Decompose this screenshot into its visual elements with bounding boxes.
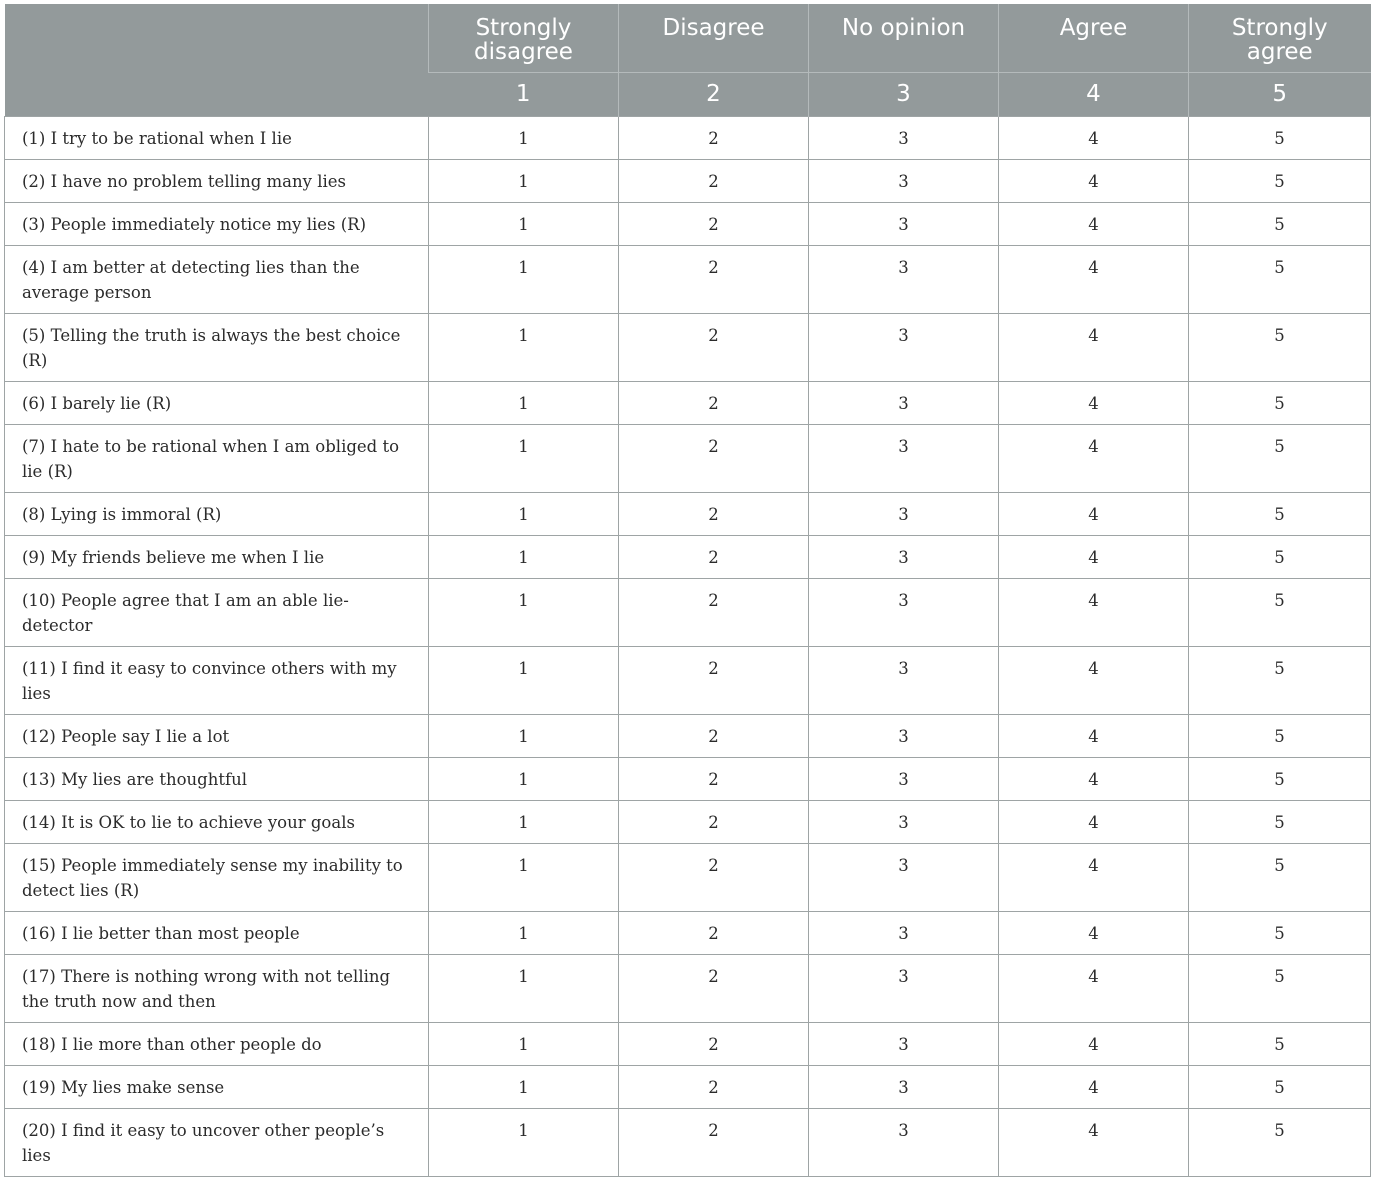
- scale-value-4: 4: [999, 911, 1189, 954]
- item-statement: (4) I am better at detecting lies than the average person: [5, 245, 429, 313]
- header-label-no-opinion: No opinion: [809, 4, 999, 72]
- table-row: [5, 1065, 1371, 1108]
- scale-value-4: 4: [999, 202, 1189, 245]
- table-row: [5, 800, 1371, 843]
- table-body: [5, 116, 1371, 1176]
- scale-value-5: 5: [1189, 757, 1371, 800]
- scale-value-5: 5: [1189, 954, 1371, 1022]
- scale-value-4: 4: [999, 646, 1189, 714]
- scale-value-4: 4: [999, 757, 1189, 800]
- scale-value-1: 1: [429, 646, 619, 714]
- likert-scale-table: [4, 4, 1371, 1177]
- scale-value-1: 1: [429, 116, 619, 159]
- scale-value-1: 1: [429, 492, 619, 535]
- scale-value-3: 3: [809, 578, 999, 646]
- scale-value-5: 5: [1189, 800, 1371, 843]
- scale-value-1: 1: [429, 1022, 619, 1065]
- scale-value-5: 5: [1189, 1022, 1371, 1065]
- scale-value-4: 4: [999, 954, 1189, 1022]
- item-statement: (12) People say I lie a lot: [5, 714, 429, 757]
- table-row: [5, 757, 1371, 800]
- scale-value-2: 2: [619, 381, 809, 424]
- item-statement: (20) I find it easy to uncover other people’s lies: [5, 1108, 429, 1176]
- header-number-2: 2: [619, 72, 809, 116]
- table-row: [5, 535, 1371, 578]
- scale-value-3: 3: [809, 714, 999, 757]
- scale-value-1: 1: [429, 381, 619, 424]
- scale-value-5: 5: [1189, 578, 1371, 646]
- scale-value-3: 3: [809, 159, 999, 202]
- item-statement: (18) I lie more than other people do: [5, 1022, 429, 1065]
- scale-value-5: 5: [1189, 646, 1371, 714]
- scale-value-5: 5: [1189, 381, 1371, 424]
- scale-value-4: 4: [999, 116, 1189, 159]
- scale-value-3: 3: [809, 202, 999, 245]
- scale-value-4: 4: [999, 714, 1189, 757]
- scale-value-5: 5: [1189, 911, 1371, 954]
- scale-value-5: 5: [1189, 159, 1371, 202]
- scale-value-1: 1: [429, 159, 619, 202]
- scale-value-2: 2: [619, 646, 809, 714]
- item-statement: (5) Telling the truth is always the best choice (R): [5, 313, 429, 381]
- item-statement: (17) There is nothing wrong with not telling the truth now and then: [5, 954, 429, 1022]
- scale-value-5: 5: [1189, 714, 1371, 757]
- table-header: [5, 4, 1371, 116]
- table-row: [5, 424, 1371, 492]
- item-statement: (15) People immediately sense my inability to detect lies (R): [5, 843, 429, 911]
- scale-value-2: 2: [619, 1108, 809, 1176]
- table-row: [5, 843, 1371, 911]
- scale-value-1: 1: [429, 1108, 619, 1176]
- scale-value-1: 1: [429, 757, 619, 800]
- item-statement: (9) My friends believe me when I lie: [5, 535, 429, 578]
- scale-value-4: 4: [999, 381, 1189, 424]
- scale-value-2: 2: [619, 116, 809, 159]
- scale-value-5: 5: [1189, 116, 1371, 159]
- item-statement: (8) Lying is immoral (R): [5, 492, 429, 535]
- scale-value-1: 1: [429, 202, 619, 245]
- scale-value-1: 1: [429, 843, 619, 911]
- table-row: [5, 202, 1371, 245]
- scale-value-1: 1: [429, 911, 619, 954]
- scale-value-1: 1: [429, 535, 619, 578]
- scale-value-2: 2: [619, 245, 809, 313]
- scale-value-3: 3: [809, 911, 999, 954]
- scale-value-5: 5: [1189, 535, 1371, 578]
- scale-value-2: 2: [619, 535, 809, 578]
- scale-value-3: 3: [809, 800, 999, 843]
- item-statement: (19) My lies make sense: [5, 1065, 429, 1108]
- scale-value-4: 4: [999, 492, 1189, 535]
- header-corner: [5, 4, 429, 116]
- item-statement: (11) I find it easy to convince others with my lies: [5, 646, 429, 714]
- table-row: [5, 116, 1371, 159]
- scale-value-3: 3: [809, 313, 999, 381]
- table-row: [5, 313, 1371, 381]
- header-label-agree: Agree: [999, 4, 1189, 72]
- scale-value-3: 3: [809, 245, 999, 313]
- scale-value-3: 3: [809, 116, 999, 159]
- scale-value-4: 4: [999, 424, 1189, 492]
- scale-value-2: 2: [619, 714, 809, 757]
- scale-value-2: 2: [619, 1065, 809, 1108]
- scale-value-5: 5: [1189, 313, 1371, 381]
- table-row: [5, 381, 1371, 424]
- header-number-1: 1: [429, 72, 619, 116]
- scale-value-5: 5: [1189, 245, 1371, 313]
- item-statement: (10) People agree that I am an able lie- detector: [5, 578, 429, 646]
- scale-value-4: 4: [999, 245, 1189, 313]
- header-label-strongly-disagree: Strongly disagree: [429, 4, 619, 72]
- scale-value-1: 1: [429, 424, 619, 492]
- table-row: [5, 954, 1371, 1022]
- scale-value-4: 4: [999, 800, 1189, 843]
- item-statement: (13) My lies are thoughtful: [5, 757, 429, 800]
- scale-value-3: 3: [809, 535, 999, 578]
- header-number-5: 5: [1189, 72, 1371, 116]
- scale-value-2: 2: [619, 843, 809, 911]
- scale-value-3: 3: [809, 1108, 999, 1176]
- item-statement: (1) I try to be rational when I lie: [5, 116, 429, 159]
- scale-value-4: 4: [999, 1022, 1189, 1065]
- scale-value-3: 3: [809, 843, 999, 911]
- scale-value-5: 5: [1189, 1108, 1371, 1176]
- scale-value-2: 2: [619, 313, 809, 381]
- scale-value-4: 4: [999, 535, 1189, 578]
- table-row: [5, 492, 1371, 535]
- scale-value-3: 3: [809, 1065, 999, 1108]
- scale-value-2: 2: [619, 202, 809, 245]
- scale-value-3: 3: [809, 757, 999, 800]
- scale-value-3: 3: [809, 381, 999, 424]
- item-statement: (14) It is OK to lie to achieve your goals: [5, 800, 429, 843]
- scale-value-3: 3: [809, 1022, 999, 1065]
- scale-value-3: 3: [809, 492, 999, 535]
- item-statement: (3) People immediately notice my lies (R): [5, 202, 429, 245]
- table-row: [5, 646, 1371, 714]
- table-row: [5, 1108, 1371, 1176]
- scale-value-2: 2: [619, 492, 809, 535]
- scale-value-2: 2: [619, 159, 809, 202]
- scale-value-2: 2: [619, 578, 809, 646]
- table-row: [5, 578, 1371, 646]
- scale-value-1: 1: [429, 954, 619, 1022]
- item-statement: (6) I barely lie (R): [5, 381, 429, 424]
- item-statement: (2) I have no problem telling many lies: [5, 159, 429, 202]
- scale-value-5: 5: [1189, 424, 1371, 492]
- table-row: [5, 911, 1371, 954]
- header-label-strongly-agree: Strongly agree: [1189, 4, 1371, 72]
- scale-value-2: 2: [619, 911, 809, 954]
- header-number-4: 4: [999, 72, 1189, 116]
- scale-value-2: 2: [619, 424, 809, 492]
- scale-value-3: 3: [809, 954, 999, 1022]
- table-row: [5, 245, 1371, 313]
- item-statement: (7) I hate to be rational when I am obliged to lie (R): [5, 424, 429, 492]
- scale-value-2: 2: [619, 1022, 809, 1065]
- scale-value-5: 5: [1189, 843, 1371, 911]
- scale-value-5: 5: [1189, 1065, 1371, 1108]
- scale-value-1: 1: [429, 313, 619, 381]
- scale-value-2: 2: [619, 954, 809, 1022]
- scale-value-1: 1: [429, 714, 619, 757]
- scale-value-4: 4: [999, 578, 1189, 646]
- header-label-disagree: Disagree: [619, 4, 809, 72]
- table-row: [5, 714, 1371, 757]
- scale-value-1: 1: [429, 578, 619, 646]
- scale-value-4: 4: [999, 1108, 1189, 1176]
- scale-value-5: 5: [1189, 492, 1371, 535]
- scale-value-5: 5: [1189, 202, 1371, 245]
- header-number-3: 3: [809, 72, 999, 116]
- table-row: [5, 159, 1371, 202]
- scale-value-4: 4: [999, 1065, 1189, 1108]
- scale-value-2: 2: [619, 800, 809, 843]
- scale-value-3: 3: [809, 424, 999, 492]
- scale-value-4: 4: [999, 159, 1189, 202]
- scale-value-4: 4: [999, 313, 1189, 381]
- table-row: [5, 1022, 1371, 1065]
- scale-value-2: 2: [619, 757, 809, 800]
- scale-value-1: 1: [429, 800, 619, 843]
- scale-value-1: 1: [429, 1065, 619, 1108]
- scale-value-4: 4: [999, 843, 1189, 911]
- item-statement: (16) I lie better than most people: [5, 911, 429, 954]
- scale-value-3: 3: [809, 646, 999, 714]
- scale-value-1: 1: [429, 245, 619, 313]
